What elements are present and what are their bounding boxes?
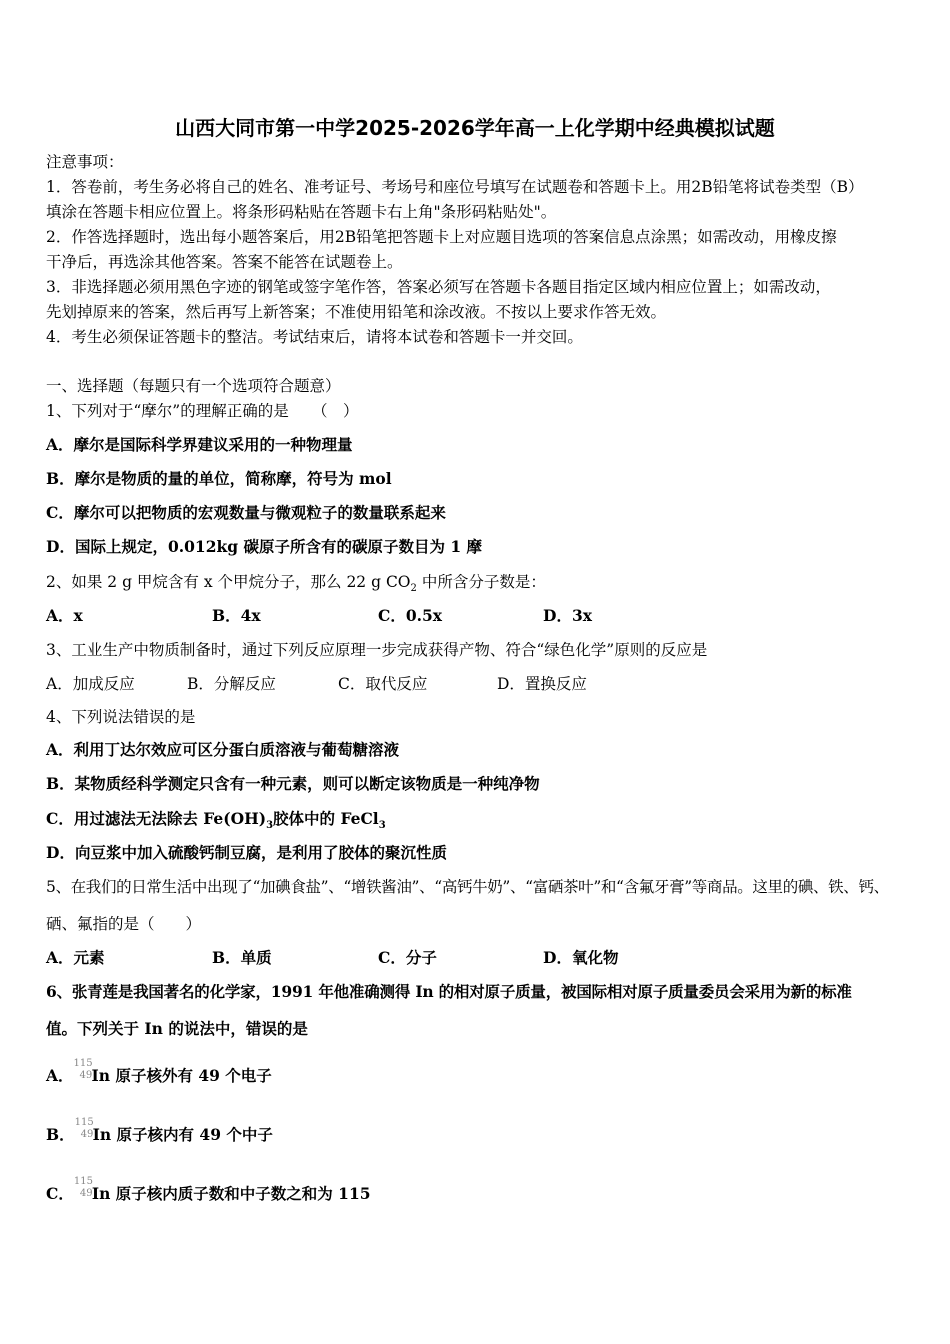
mass-number: 115 [73, 1058, 93, 1069]
question-6-stem: 6、张青莲是我国著名的化学家，1991 年他准确测得 In 的相对原子质量，被国际相对原子质量委员会采用为新的标准 [46, 982, 852, 1001]
question-5-stem-continued: 硒、氟指的是（ ） [46, 915, 202, 933]
question-1-stem: 1、下列对于“摩尔”的理解正确的是 （ ） [46, 402, 359, 420]
option-label: A． [46, 1066, 74, 1085]
question-4-option-a: A．利用丁达尔效应可区分蛋白质溶液与葡萄糖溶液 [46, 740, 400, 759]
option-text-part: C．用过滤法无法除去 Fe(OH) [46, 809, 267, 828]
question-4-option-d: D．向豆浆中加入硫酸钙制豆腐，是利用了胶体的聚沉性质 [46, 843, 447, 862]
question-3-option-c: C．取代反应 [338, 675, 428, 693]
subscript: 3 [266, 820, 274, 832]
option-label: C． [46, 1184, 74, 1203]
atomic-number: 49 [79, 1070, 93, 1081]
option-text: In 原子核内有 49 个中子 [92, 1125, 273, 1144]
question-6-option-a [46, 1058, 272, 1086]
isotope-notation [74, 1117, 94, 1145]
notice-line: 4．考生必须保证答题卡的整洁。考试结束后，请将本试卷和答题卡一并交回。 [46, 328, 583, 346]
question-3-option-a: A．加成反应 [46, 675, 135, 693]
question-2-stem-part: 中所含分子数是： [416, 573, 546, 591]
question-3-option-d: D．置换反应 [497, 675, 587, 693]
question-2-option-b: B．4x [212, 606, 261, 625]
question-4-stem: 4、下列说法错误的是 [46, 708, 196, 726]
option-label: B． [46, 1125, 75, 1144]
mass-number: 115 [74, 1117, 94, 1128]
question-1-option-b: B．摩尔是物质的量的单位，简称摩，符号为 mol [46, 469, 392, 488]
section-heading: 一、选择题（每题只有一个选项符合题意） [46, 377, 341, 395]
question-4-option-c [46, 809, 386, 836]
question-3-stem: 3、工业生产中物质制备时，通过下列反应原理一步完成获得产物、符合“绿色化学”原则的反应是 [46, 641, 708, 659]
notice-heading: 注意事项： [46, 153, 124, 171]
atomic-number: 49 [80, 1129, 94, 1140]
notice-line: 干净后，再选涂其他答案。答案不能答在试题卷上。 [46, 253, 403, 271]
notice-line: 2．作答选择题时，选出每小题答案后，用2B铅笔把答题卡上对应题目选项的答案信息点涂黑；如需改动，用橡皮擦 [46, 228, 837, 246]
question-2-option-d: D．3x [543, 606, 592, 625]
question-1-option-d: D．国际上规定，0.012kg 碳原子所含有的碳原子数目为 1 摩 [46, 537, 483, 556]
question-6-option-b [46, 1117, 273, 1145]
option-text: In 原子核外有 49 个电子 [91, 1066, 272, 1085]
atomic-number: 49 [79, 1188, 93, 1199]
notice-line: 1．答卷前，考生务必将自己的姓名、准考证号、考场号和座位号填写在试题卷和答题卡上。用2B铅笔将试卷类型（B） [46, 178, 864, 196]
question-3-option-b: B．分解反应 [187, 675, 276, 693]
question-2-option-c: C．0.5x [378, 606, 443, 625]
question-6-stem-continued: 值。下列关于 In 的说法中，错误的是 [46, 1019, 308, 1038]
question-5-option-b: B．单质 [212, 948, 272, 967]
question-6-option-c [46, 1176, 371, 1204]
question-5-option-c: C．分子 [378, 948, 437, 967]
question-4-option-b: B．某物质经科学测定只含有一种元素，则可以断定该物质是一种纯净物 [46, 774, 540, 793]
question-2-stem-part: 2、如果 2 g 甲烷含有 x 个甲烷分子，那么 22 g CO [46, 573, 411, 591]
notice-line: 填涂在答题卡相应位置上。将条形码粘贴在答题卡右上角"条形码粘贴处"。 [46, 203, 557, 221]
mass-number: 115 [73, 1176, 93, 1187]
subscript: 3 [378, 820, 386, 832]
question-5-option-d: D．氧化物 [543, 948, 619, 967]
question-2-stem [46, 572, 546, 599]
isotope-notation [73, 1176, 93, 1204]
question-5-stem: 5、在我们的日常生活中出现了“加碘食盐”、“增铁酱油”、“高钙牛奶”、“富硒茶叶”和“含氟牙膏”等商品。这里的碘、铁、钙、 [46, 878, 889, 896]
option-text-part: 胶体中的 FeCl [273, 809, 379, 828]
question-1-option-c: C．摩尔可以把物质的宏观数量与微观粒子的数量联系起来 [46, 503, 446, 522]
notice-line: 先划掉原来的答案，然后再写上新答案；不准使用铅笔和涂改液。不按以上要求作答无效。 [46, 303, 667, 321]
exam-title: 山西大同市第一中学2025-2026学年高一上化学期中经典模拟试题 [175, 116, 775, 140]
question-2-option-a: A．x [46, 606, 83, 625]
option-text: In 原子核内质子数和中子数之和为 115 [91, 1184, 371, 1203]
question-1-option-a: A．摩尔是国际科学界建议采用的一种物理量 [46, 435, 353, 454]
subscript: 2 [410, 583, 417, 595]
question-5-option-a: A．元素 [46, 948, 105, 967]
isotope-notation [73, 1058, 93, 1086]
notice-line: 3．非选择题必须用黑色字迹的钢笔或签字笔作答，答案必须写在答题卡各题目指定区域内相应位置上；如需改动， [46, 278, 831, 296]
